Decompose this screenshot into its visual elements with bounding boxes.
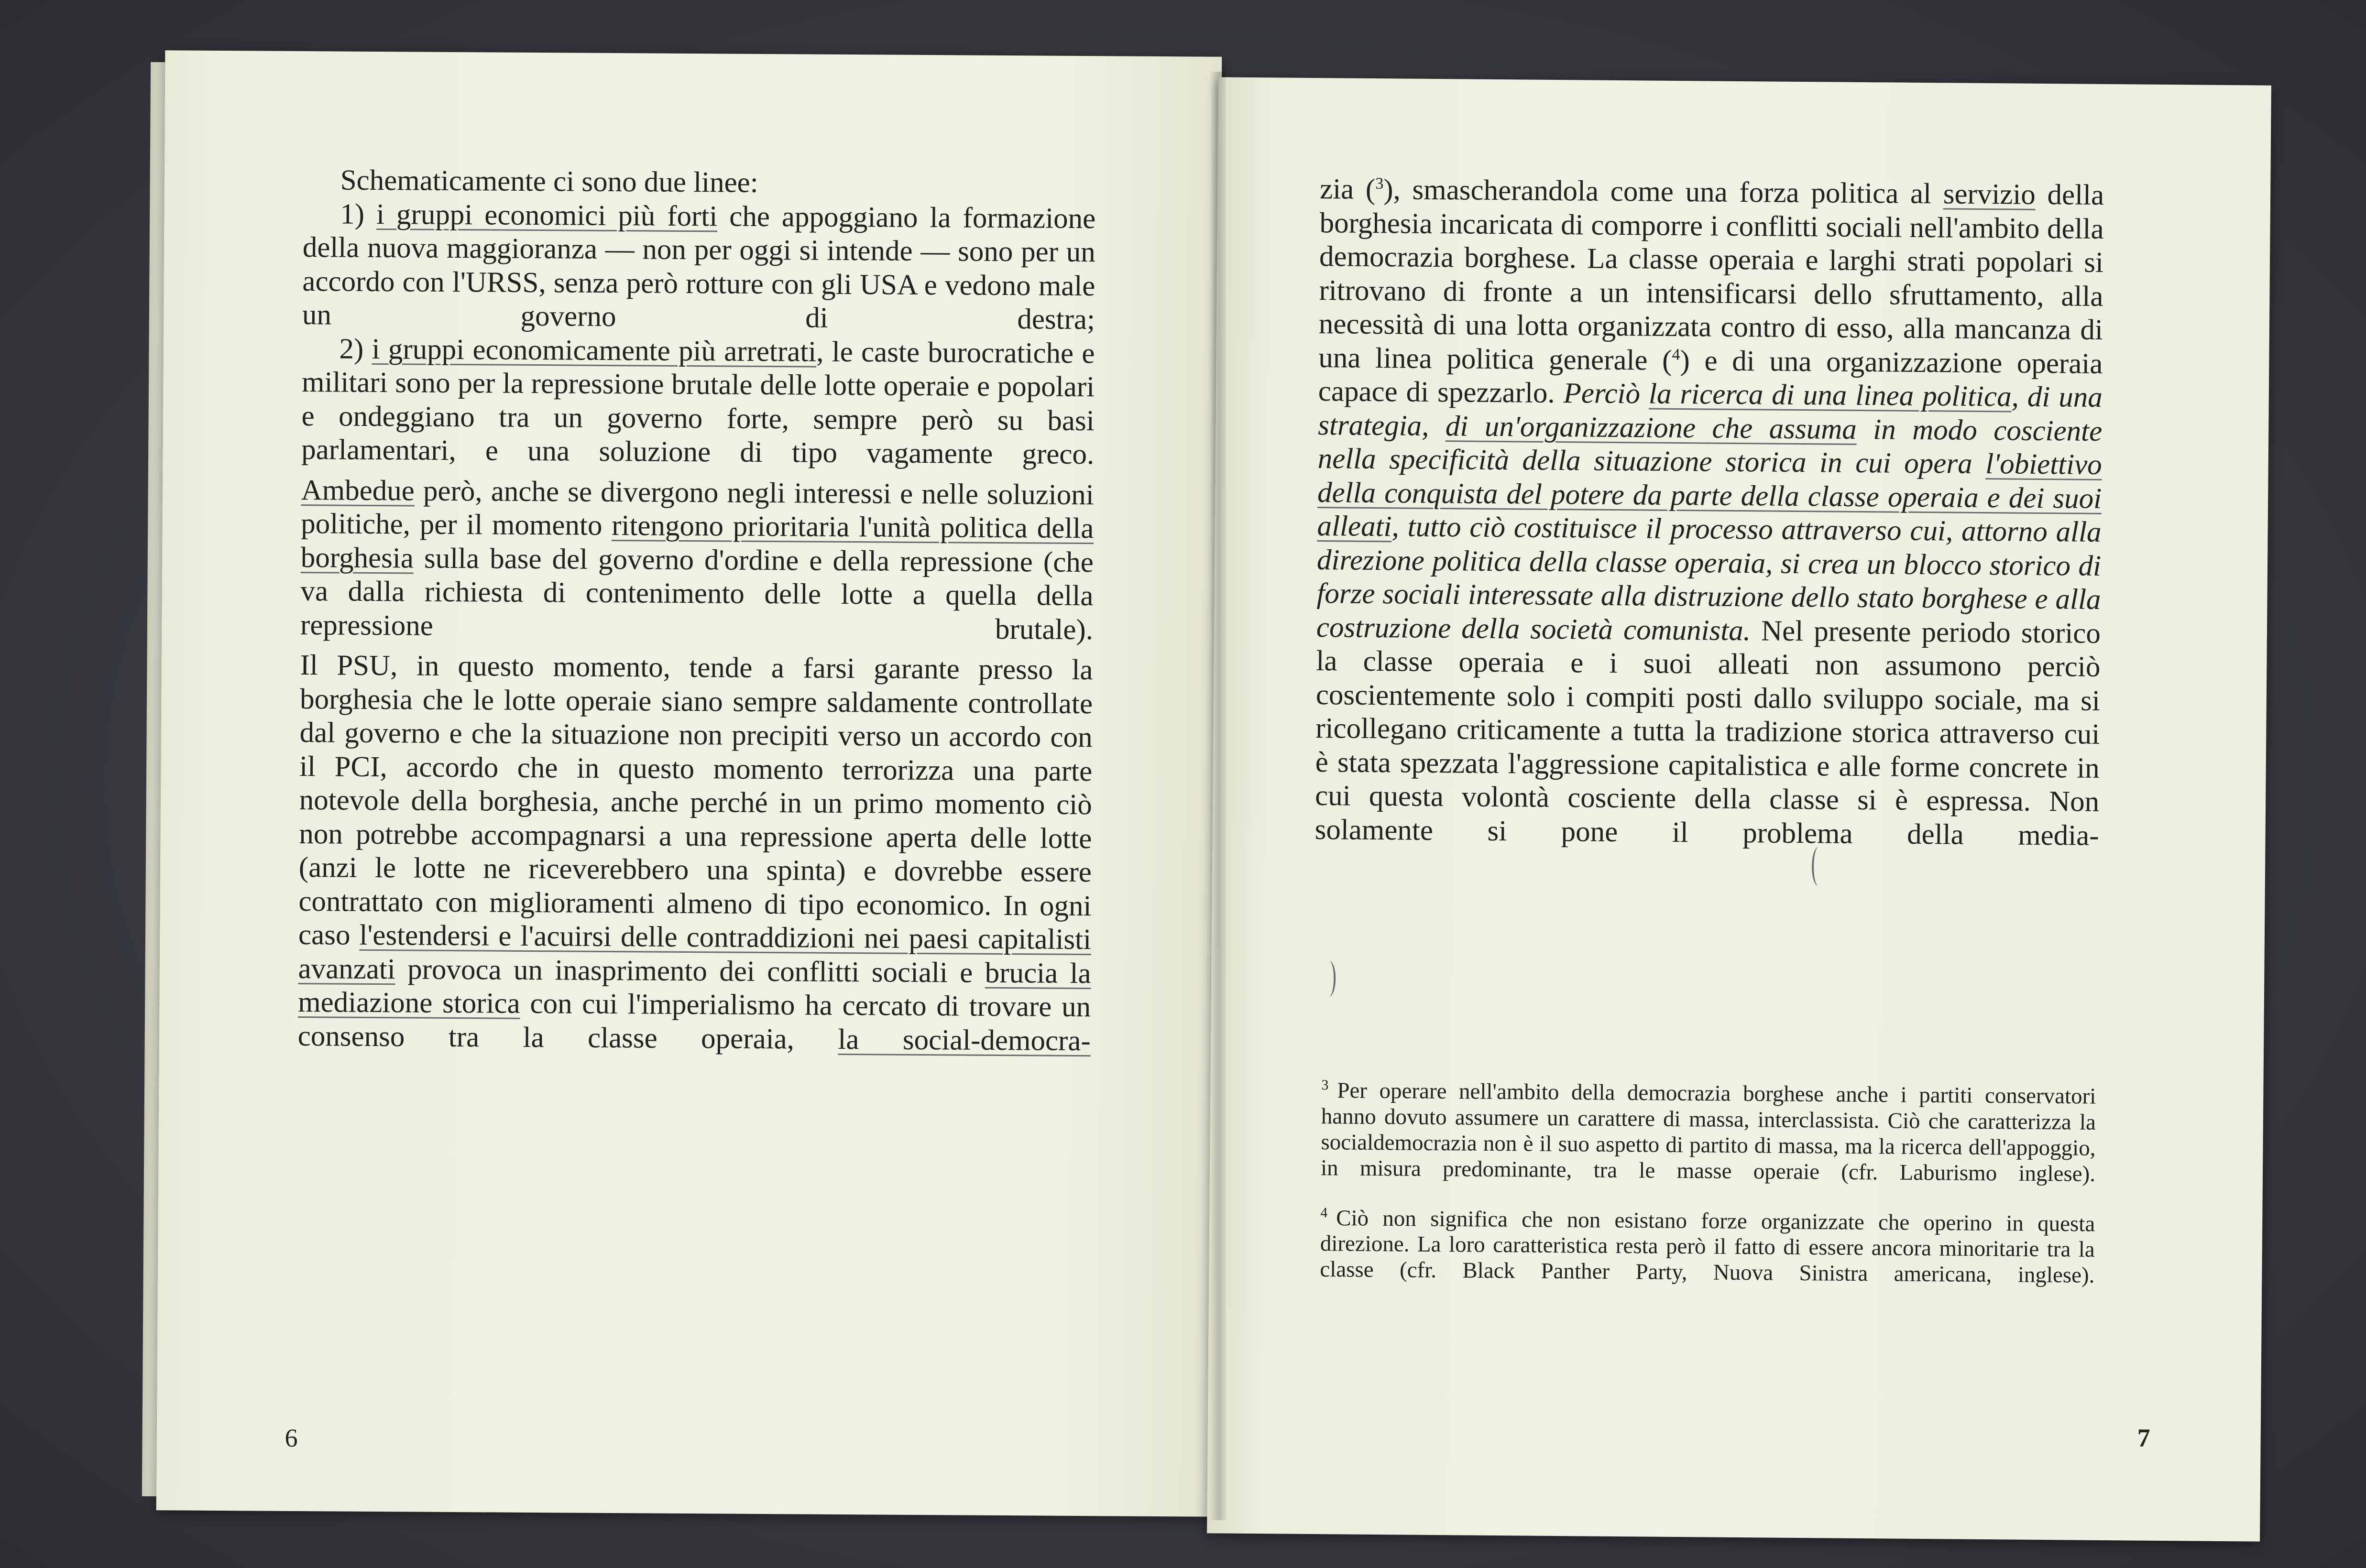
pencil-bracket-mark	[1322, 960, 1336, 997]
paragraph: Il PSU, in questo momento, tende a farsi garante presso la borghesia che le lotte operaie siano sempre saldamente controllate dal governo e che la situazione non precipiti verso un accordo con il PCI, accordo che in questo momento terrorizza una parte notevole della borghesia, anche perché in un primo momento ciò non potrebbe accompagnarsi a una repressione aperta delle lotte (anzi le lotte ne riceverebbero una spinta) e dovrebbe essere contrattato con miglioramenti almeno di tipo economico. In ogni caso l'estendersi e l'acuirsi delle contraddizioni nei paesi capitalisti avanzati provoca un inasprimento dei conflitti sociali e brucia la mediazione storica con cui l'imperialismo ha cercato di trovare un consenso tra la classe operaia, la social-democra-	[297, 649, 1093, 1057]
footnote: $^4$ Ciò non significa che non esistano forze organizzate che operino in questa direzione. La loro caratteristica resta però il fatto di essere ancora minoritarie tra la classe (cfr. Black Panther Party, Nuova Sinistra americana, inglese).	[1320, 1204, 2095, 1288]
right-page	[1207, 77, 2271, 1541]
pencil-bracket-mark	[1812, 847, 1826, 886]
paragraph: zia ($^3$), smascherandola come una forza politica al servizio della borghesia incaricata di comporre i conflitti sociali nell'ambito della democrazia borghese. La classe operaia e larghi strati popolari si ritrovano di fronte a un intensificarsi dello sfruttamento, alla necessità di una lotta organizzata contro di esso, alla mancanza di una linea politica generale ($^4$) e di una organizzazione operaia capace di spezzarlo. Perciò la ricerca di una linea politica, di una strategia, di un'organizzazione che assuma in modo cosciente nella specificità della situazione storica in cui opera l'obiettivo della conquista del potere da parte della classe operaia e dei suoi alleati, tutto ciò costituisce il processo attraverso cui, attorno alla direzione politica della classe operaia, si crea un blocco storico di forze sociali interessate alla distruzione dello stato borghese e alla costruzione della società comunista. Nel presente periodo storico la classe operaia e i suoi alleati non assumono perciò coscientemente solo i compiti posti dallo sviluppo sociale, ma si ricollegano criticamente a tutta la tradizione storica attraverso cui è stata spezzata l'aggressione capitalistica e alle forme concrete in cui questa volontà cosciente della classe si è espressa. Non solamente si pone il problema della media-	[1314, 173, 2104, 852]
paragraph: 2) i gruppi economicamente più arretrati, le caste burocratiche e militari sono per la repressione brutale delle lotte operaie e popolari e ondeggiano tra un governo forte, sempre però su basi parlamentari, e una soluzione di tipo vagamente greco.	[301, 333, 1095, 471]
paragraph: Schematicamente ci sono due linee:	[340, 164, 758, 199]
left-page	[156, 50, 1222, 1516]
left-page-body	[298, 163, 1096, 1058]
paragraph: 1) i gruppi economici più forti che appoggiano la formazione della nuova maggioranza — non per oggi si intende — sono per un accordo con l'URSS, senza però rotture con gli USA e vedono male un governo di destra;	[302, 198, 1096, 336]
paragraph: Ambedue però, anche se divergono negli interessi e nelle soluzioni politiche, per il momento ritengono prioritaria l'unità politica della borghesia sulla base del governo d'ordine e della repressione (che va dalla richiesta di contenimento delle lotte a quella della repressione brutale).	[300, 474, 1094, 646]
page-number: 6	[285, 1423, 298, 1453]
right-page-body	[1314, 173, 2104, 853]
footnotes	[1320, 1072, 2096, 1307]
footnote: $^3$ Per operare nell'ambito della democrazia borghese anche i partiti conservatori hanno dovuto assumere un carattere di massa, interclassista. Ciò che caratterizza la socialdemocrazia non è il suo aspetto di partito di massa, ma la ricerca dell'appoggio, in misura predominante, tra le masse operaie (cfr. Laburismo inglese).	[1320, 1077, 2096, 1187]
book-gutter	[1210, 72, 1226, 1520]
page-number: 7	[2137, 1423, 2150, 1452]
